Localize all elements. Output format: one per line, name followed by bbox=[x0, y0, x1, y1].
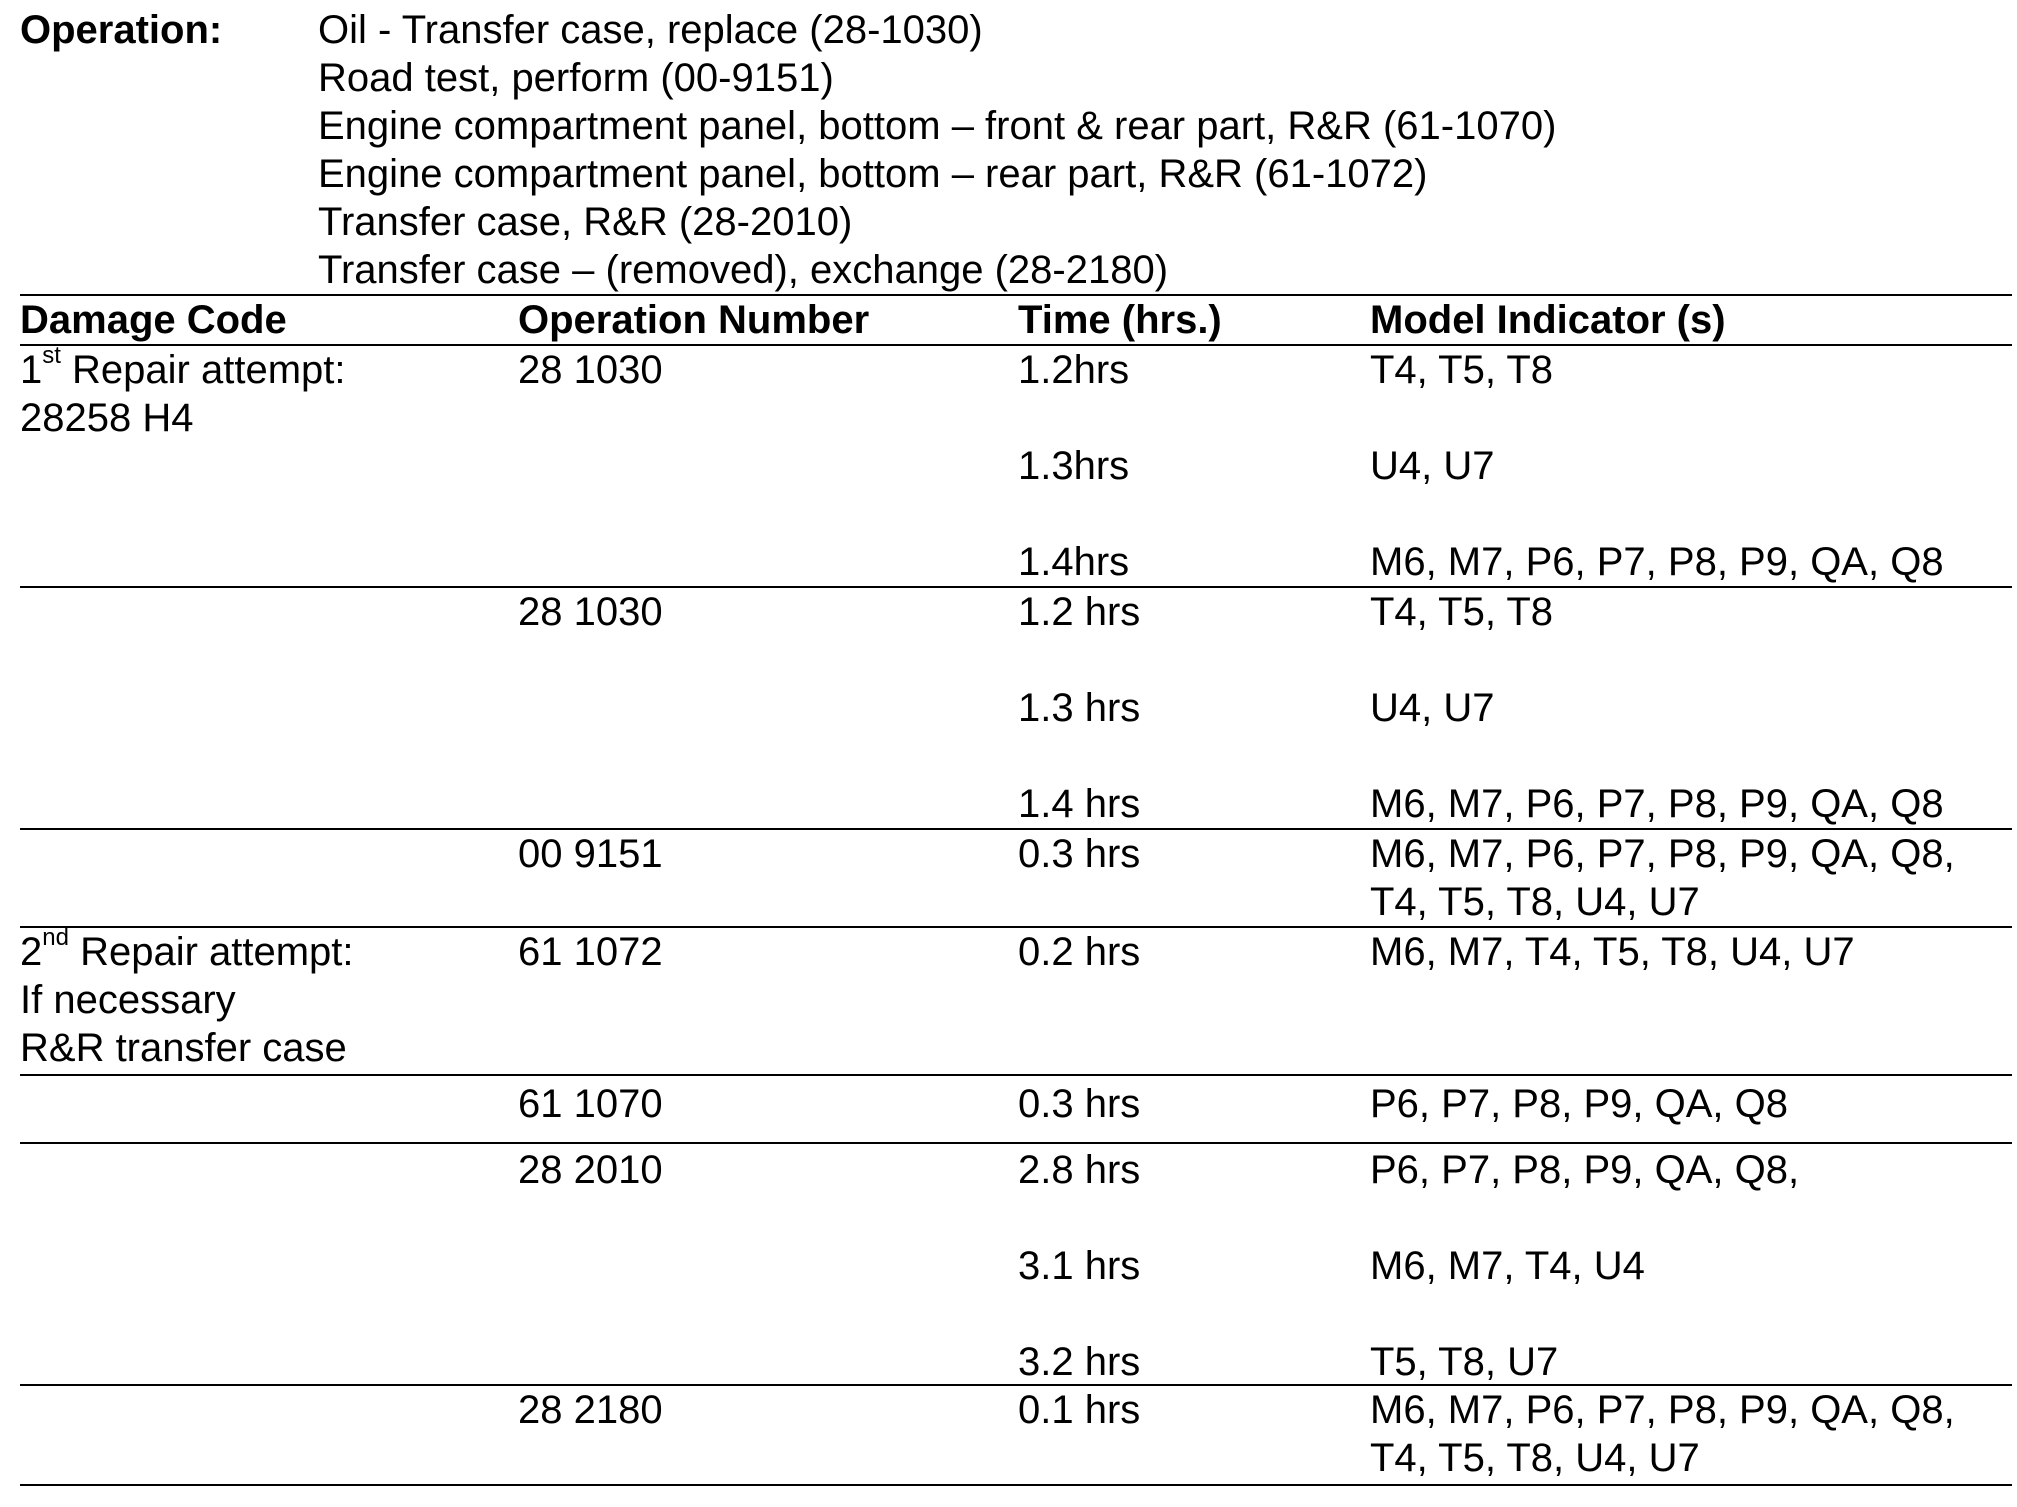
operation-item: Transfer case, R&R (28-2010) bbox=[318, 200, 853, 244]
model-indicator-cell: M6, M7, P6, P7, P8, P9, QA, Q8 bbox=[1370, 782, 1944, 826]
table-row bbox=[20, 1080, 2012, 1128]
operation-number-cell: 28 1030 bbox=[518, 590, 663, 634]
operation-item: Transfer case – (removed), exchange (28-2180) bbox=[318, 248, 1169, 292]
model-indicator-cell: M6, M7, P6, P7, P8, P9, QA, Q8 bbox=[1370, 540, 1944, 584]
table-row-group bbox=[20, 588, 2012, 830]
table-row bbox=[20, 684, 2012, 732]
time-cell: 2.8 hrs bbox=[1018, 1148, 1141, 1192]
table-row bbox=[20, 780, 2012, 828]
header-damage-code: Damage Code bbox=[20, 298, 287, 342]
model-indicator-cell: U4, U7 bbox=[1370, 444, 1495, 488]
time-cell: 3.1 hrs bbox=[1018, 1244, 1141, 1288]
damage-note: If necessary bbox=[20, 978, 236, 1022]
operation-number-cell: 61 1072 bbox=[518, 930, 663, 974]
table-row bbox=[20, 928, 2012, 976]
time-cell: 0.2 hrs bbox=[1018, 930, 1141, 974]
table-row bbox=[20, 1146, 2012, 1194]
operation-number-cell: 28 1030 bbox=[518, 348, 663, 392]
header-time: Time (hrs.) bbox=[1018, 298, 1222, 342]
time-cell: 1.4hrs bbox=[1018, 540, 1130, 584]
table-row bbox=[20, 830, 2012, 926]
operation-list bbox=[318, 6, 1556, 294]
table-row-group bbox=[20, 1386, 2012, 1482]
table-row bbox=[20, 346, 2012, 394]
time-cell: 1.2hrs bbox=[1018, 348, 1130, 392]
table-header-row bbox=[20, 296, 2012, 344]
model-indicator-cell: M6, M7, P6, P7, P8, P9, QA, Q8, T4, T5, T8, U4, U7 bbox=[1370, 832, 1955, 924]
time-cell: 0.3 hrs bbox=[1018, 832, 1141, 876]
table-row-group bbox=[20, 830, 2012, 926]
table-row bbox=[20, 588, 2012, 636]
operation-number-cell: 61 1070 bbox=[518, 1082, 663, 1126]
table-row-group bbox=[20, 1076, 2012, 1142]
time-cell: 3.2 hrs bbox=[1018, 1340, 1141, 1384]
table-row bbox=[20, 1242, 2012, 1290]
table-row bbox=[20, 1386, 2012, 1482]
time-cell: 1.3 hrs bbox=[1018, 686, 1141, 730]
time-cell: 1.2 hrs bbox=[1018, 590, 1141, 634]
table-row-group bbox=[20, 341, 2012, 584]
model-indicator-cell: T4, T5, T8 bbox=[1370, 590, 1554, 634]
damage-note: R&R transfer case bbox=[20, 1026, 347, 1070]
time-cell: 1.4 hrs bbox=[1018, 782, 1141, 826]
ordinal-suffix: st bbox=[42, 341, 61, 369]
model-indicator-cell: P6, P7, P8, P9, QA, Q8 bbox=[1370, 1082, 1788, 1126]
operation-label: Operation: bbox=[20, 8, 223, 52]
repair-attempt-label: Repair attempt: bbox=[60, 348, 346, 392]
operation-item: Engine compartment panel, bottom – front & rear part, R&R (61-1070) bbox=[318, 104, 1557, 148]
operation-number-cell: 00 9151 bbox=[518, 832, 663, 876]
table-bottom-rule bbox=[20, 1484, 2012, 1486]
damage-code-value: 28258 H4 bbox=[20, 396, 194, 440]
ordinal-number: 1 bbox=[20, 348, 43, 392]
model-indicator-cell: T5, T8, U7 bbox=[1370, 1340, 1559, 1384]
repair-attempt-label: Repair attempt: bbox=[68, 930, 354, 974]
operation-item: Oil - Transfer case, replace (28-1030) bbox=[318, 8, 983, 52]
model-indicator-cell: U4, U7 bbox=[1370, 686, 1495, 730]
model-indicator-cell: P6, P7, P8, P9, QA, Q8, bbox=[1370, 1148, 1800, 1192]
ordinal-suffix: nd bbox=[42, 923, 69, 951]
operation-number-cell: 28 2180 bbox=[518, 1388, 663, 1432]
header-operation-number: Operation Number bbox=[518, 298, 870, 342]
table-row bbox=[20, 538, 2012, 586]
time-cell: 1.3hrs bbox=[1018, 444, 1130, 488]
header-model-indicators: Model Indicator (s) bbox=[1370, 298, 1726, 342]
model-indicator-cell: M6, M7, P6, P7, P8, P9, QA, Q8, T4, T5, T8, U4, U7 bbox=[1370, 1388, 1955, 1480]
operation-item: Road test, perform (00-9151) bbox=[318, 56, 834, 100]
model-indicator-cell: T4, T5, T8 bbox=[1370, 348, 1554, 392]
time-cell: 0.1 hrs bbox=[1018, 1388, 1141, 1432]
table-row bbox=[20, 442, 2012, 490]
time-cell: 0.3 hrs bbox=[1018, 1082, 1141, 1126]
operation-item: Engine compartment panel, bottom – rear part, R&R (61-1072) bbox=[318, 152, 1428, 196]
table-row-group bbox=[20, 1144, 2012, 1384]
table-row bbox=[20, 1338, 2012, 1386]
model-indicator-cell: M6, M7, T4, U4 bbox=[1370, 1244, 1645, 1288]
table-row-group bbox=[20, 923, 2012, 1072]
model-indicator-cell: M6, M7, T4, T5, T8, U4, U7 bbox=[1370, 930, 1855, 974]
operation-number-cell: 28 2010 bbox=[518, 1148, 663, 1192]
ordinal-number: 2 bbox=[20, 930, 43, 974]
